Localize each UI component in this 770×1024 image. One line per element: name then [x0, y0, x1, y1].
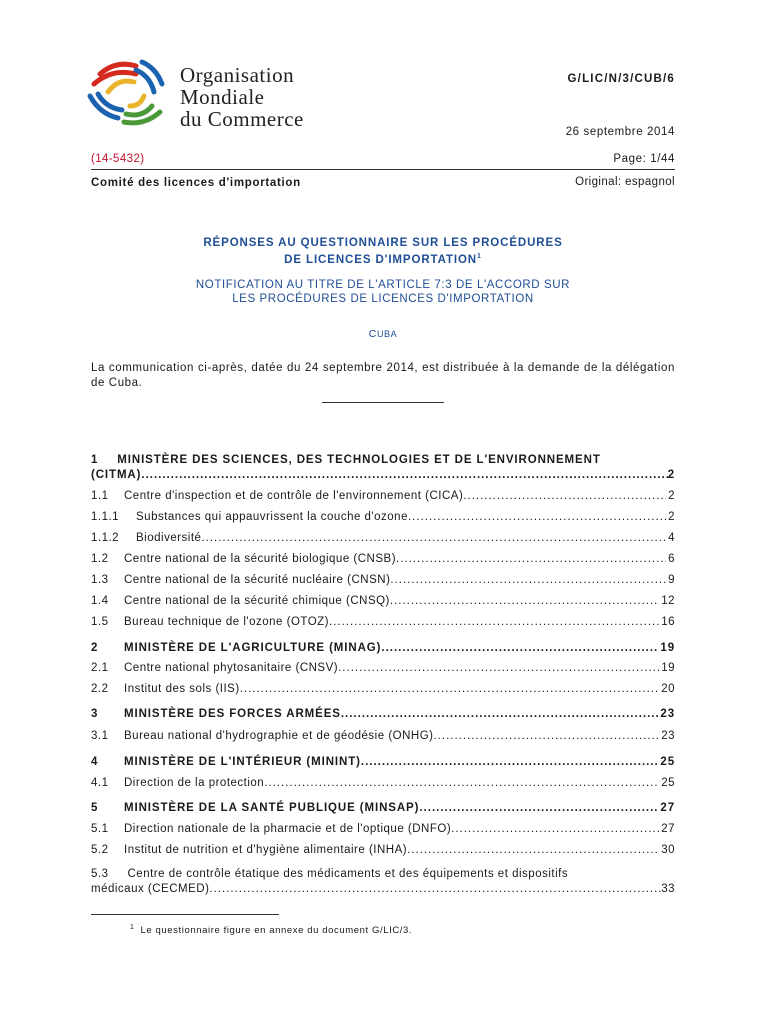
- toc-entry[interactable]: [91, 755, 675, 769]
- toc-entry-page: 25: [661, 777, 675, 789]
- toc-entry-number: 1.5: [91, 616, 109, 628]
- org-name-line3: du Commerce: [180, 107, 304, 131]
- toc-entry-title: Direction de la protection: [124, 777, 265, 789]
- toc-entry-number: 1.1: [91, 490, 109, 502]
- toc-leader-dots: [361, 755, 659, 769]
- toc-entry-number: 3.1: [91, 730, 109, 742]
- toc-entry-title: Centre national de la sécurité nucléaire (CNSN): [124, 574, 391, 586]
- toc-leader-dots: [338, 661, 659, 675]
- toc-entry[interactable]: [91, 531, 675, 545]
- toc-entry[interactable]: [91, 822, 675, 836]
- toc-entry-title: Direction nationale de la pharmacie et de l'optique (DNFO): [124, 823, 452, 835]
- toc-entry-page: 23: [660, 708, 675, 720]
- toc-leader-dots: [390, 573, 666, 587]
- toc-entry[interactable]: [91, 552, 675, 566]
- document-date: 26 septembre 2014: [565, 126, 675, 138]
- title-line2: DE LICENCES D'IMPORTATION: [284, 254, 478, 266]
- toc-entry-title: MINISTÈRE DES FORCES ARMÉES: [124, 708, 341, 720]
- toc-entry-title: MINISTÈRE DES SCIENCES, DES TECHNOLOGIES ET DE L'ENVIRONNEMENT: [117, 454, 601, 466]
- toc-entry-number: 1.3: [91, 574, 109, 586]
- footnote-divider: [91, 914, 279, 915]
- page-indicator: Page: 1/44: [613, 153, 675, 165]
- footnote: [130, 924, 412, 936]
- toc-entry[interactable]: [91, 843, 675, 857]
- toc-entry-title: MINISTÈRE DE L'INTÉRIEUR (MININT): [124, 756, 361, 768]
- toc-entry-number: 2: [91, 642, 99, 654]
- toc-entry-title: Institut de nutrition et d'hygiène alimentaire (INHA): [124, 844, 408, 856]
- reference-number: (14-5432): [91, 153, 145, 165]
- toc-entry-title: Centre national de la sécurité chimique (CNSQ): [124, 595, 390, 607]
- toc-entry-page: 9: [668, 574, 675, 586]
- toc-entry-page: 12: [661, 595, 675, 607]
- organization-name: [180, 64, 370, 130]
- toc-entry-page: 2: [668, 511, 675, 523]
- toc-leader-dots: [141, 468, 667, 482]
- wto-logo-icon: [86, 56, 170, 132]
- toc-entry-page: 20: [661, 683, 675, 695]
- title-line1: RÉPONSES AU QUESTIONNAIRE SUR LES PROCÉDURES: [203, 237, 563, 249]
- toc-entry-number: 5: [91, 802, 99, 814]
- toc-entry-title: Bureau national d'hydrographie et de géodésie (ONHG): [124, 730, 434, 742]
- toc-entry-title: Centre de contrôle étatique des médicaments et des équipements et dispositifs: [127, 868, 569, 880]
- toc-leader-dots: [408, 510, 666, 524]
- toc-entry-page: 27: [660, 802, 675, 814]
- toc-entry-number: 1.4: [91, 595, 109, 607]
- intro-paragraph: La communication ci-après, datée du 24 septembre 2014, est distribuée à la demande de la délégation de Cuba.: [91, 362, 675, 389]
- toc-entry[interactable]: [91, 867, 675, 895]
- toc-entry-page: 19: [660, 642, 675, 654]
- toc-entry-number: 3: [91, 708, 99, 720]
- document-symbol: G/LIC/N/3/CUB/6: [567, 73, 675, 85]
- document-title: [91, 236, 675, 267]
- org-name-line1: Organisation: [180, 63, 295, 87]
- toc-entry-title-continued: (CITMA): [91, 469, 142, 481]
- toc-entry-page: 6: [668, 553, 675, 565]
- subtitle-line1: NOTIFICATION AU TITRE DE L'ARTICLE 7:3 DE L'ACCORD SUR: [195, 279, 571, 291]
- toc-entry[interactable]: [91, 615, 675, 629]
- toc-entry-title: MINISTÈRE DE L'AGRICULTURE (MINAG): [124, 642, 382, 654]
- toc-entry-title-continued: médicaux (CECMED): [91, 883, 210, 895]
- toc-entry-title: Substances qui appauvrissent la couche d'ozone: [136, 511, 408, 523]
- toc-entry[interactable]: [91, 661, 675, 675]
- toc-leader-dots: [419, 801, 658, 815]
- toc-leader-dots: [463, 489, 666, 503]
- toc-entry-number: 2.2: [91, 683, 109, 695]
- toc-entry-title: MINISTÈRE DE LA SANTÉ PUBLIQUE (MINSAP): [124, 802, 420, 814]
- toc-entry-number: 1.2: [91, 553, 109, 565]
- toc-entry-title: Institut des sols (IIS): [124, 683, 240, 695]
- toc-leader-dots: [451, 822, 659, 836]
- title-line2-wrap: [91, 250, 675, 267]
- toc-leader-dots: [329, 615, 659, 629]
- toc-entry-number: 4: [91, 756, 99, 768]
- toc-leader-dots: [390, 594, 659, 608]
- toc-entry-page: 2: [667, 469, 675, 481]
- toc-entry[interactable]: [91, 682, 675, 696]
- footnote-mark: 1: [130, 924, 135, 931]
- toc-entry-title: Centre d'inspection et de contrôle de l'environnement (CICA): [124, 490, 464, 502]
- original-language: Original: espagnol: [575, 176, 675, 188]
- document-subtitle: [91, 278, 675, 306]
- toc-leader-dots: [264, 776, 659, 790]
- toc-entry-number: 5.1: [91, 823, 109, 835]
- toc-entry[interactable]: [91, 729, 675, 743]
- toc-entry-title: Centre national de la sécurité biologique (CNSB): [124, 553, 397, 565]
- toc-entry-page: 16: [661, 616, 675, 628]
- toc-leader-dots: [396, 552, 666, 566]
- toc-entry-title: Bureau technique de l'ozone (OTOZ): [124, 616, 330, 628]
- toc-entry[interactable]: [91, 573, 675, 587]
- toc-entry[interactable]: [91, 510, 675, 524]
- toc-leader-dots: [201, 531, 666, 545]
- toc-entry-number: 4.1: [91, 777, 109, 789]
- toc-leader-dots: [433, 729, 659, 743]
- toc-leader-dots: [209, 882, 661, 896]
- toc-leader-dots: [240, 682, 660, 696]
- toc-entry-number: 1: [91, 454, 99, 466]
- toc-leader-dots: [407, 843, 659, 857]
- toc-entry-number: 1.1.1: [91, 511, 120, 523]
- toc-entry-number: 2.1: [91, 662, 109, 674]
- toc-entry-page: 33: [661, 883, 675, 895]
- toc-leader-dots: [381, 641, 658, 655]
- toc-leader-dots: [341, 707, 659, 721]
- toc-entry[interactable]: [91, 594, 675, 608]
- toc-entry-number: 5.3: [91, 868, 109, 880]
- subtitle-line2: LES PROCÉDURES DE LICENCES D'IMPORTATION: [232, 293, 534, 305]
- toc-entry-page: 2: [668, 490, 675, 502]
- org-name-line2: Mondiale: [180, 85, 265, 109]
- toc-entry-page: 23: [661, 730, 675, 742]
- toc-entry[interactable]: [91, 641, 675, 655]
- toc-entry-page: 19: [661, 662, 675, 674]
- committee-name: Comité des licences d'importation: [91, 177, 301, 189]
- header-divider: [91, 169, 675, 170]
- toc-entry-page: 27: [661, 823, 675, 835]
- title-footnote-mark[interactable]: 1: [477, 253, 482, 260]
- toc-entry[interactable]: [91, 776, 675, 790]
- toc-entry-page: 25: [660, 756, 675, 768]
- toc-entry-page: 4: [668, 532, 675, 544]
- toc-entry[interactable]: [91, 453, 675, 481]
- toc-entry-page: 30: [661, 844, 675, 856]
- toc-entry-title: Centre national phytosanitaire (CNSV): [124, 662, 339, 674]
- toc-entry-number: 1.1.2: [91, 532, 120, 544]
- section-separator: [322, 402, 444, 403]
- country-name: CUBA: [368, 328, 398, 340]
- toc-entry-title: Biodiversité: [136, 532, 202, 544]
- toc-entry[interactable]: [91, 801, 675, 815]
- toc-entry-number: 5.2: [91, 844, 109, 856]
- toc-entry[interactable]: [91, 489, 675, 503]
- footnote-text: Le questionnaire figure en annexe du document G/LIC/3.: [140, 925, 413, 936]
- toc-entry[interactable]: [91, 707, 675, 721]
